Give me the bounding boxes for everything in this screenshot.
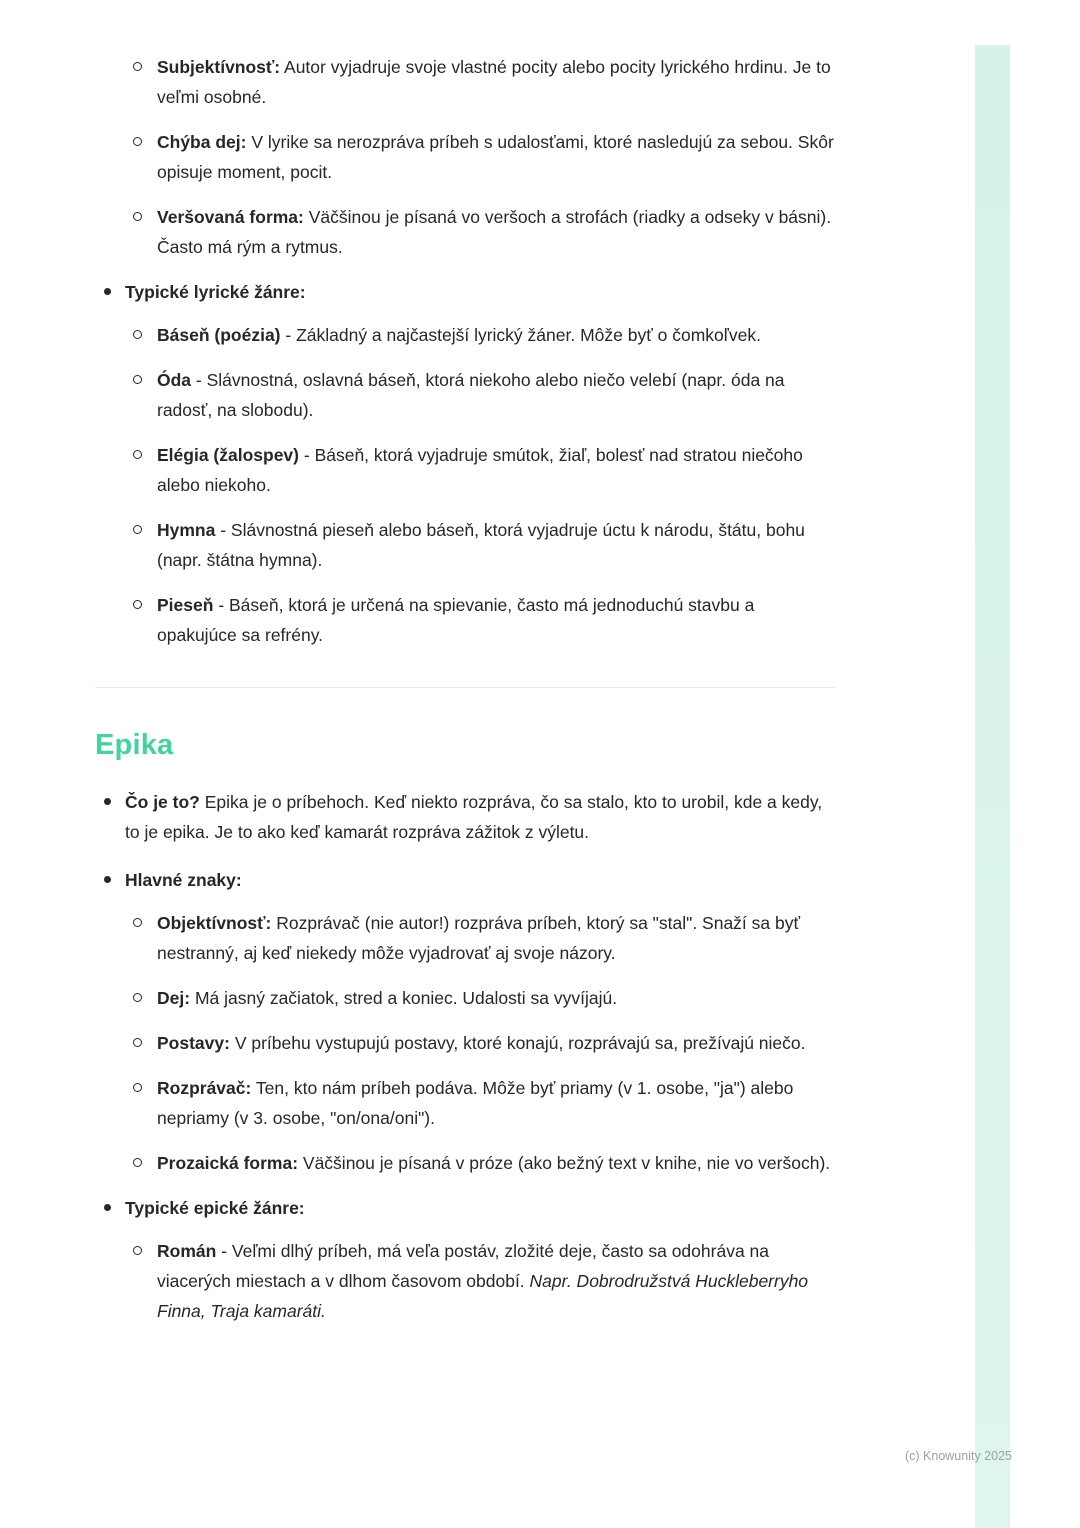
list-item <box>125 983 835 1013</box>
list-group-title: Typické lyrické žánre: <box>125 282 306 302</box>
term-description: Má jasný začiatok, stred a koniec. Udalosti sa vyvíjajú. <box>194 988 618 1008</box>
term-description: - Báseň, ktorá je určená na spievanie, často má jednoduchú stavbu a opakujúce sa refrény. <box>157 595 755 645</box>
term-description: Rozprávač (nie autor!) rozpráva príbeh, ktorý sa "stal". Snaží sa byť nestranný, aj keď niekedy môže vyjadrovať aj svoje názory. <box>157 913 801 963</box>
circle-bullet-icon <box>133 1158 142 1167</box>
lyrika-features-list <box>125 52 835 262</box>
term-description: - Základný a najčastejší lyrický žáner. Môže byť o čomkoľvek. <box>285 325 761 345</box>
disc-bullet-icon <box>104 288 111 295</box>
circle-bullet-icon <box>133 62 142 71</box>
term-label: Chýba dej: <box>157 132 247 152</box>
term-description: Väčšinou je písaná vo veršoch a strofách (riadky a odseky v básni). Často má rým a rytmus. <box>157 207 832 257</box>
term-description: - Slávnostná pieseň alebo báseň, ktorá vyjadruje úctu k národu, štátu, bohu (napr. štátna hymna). <box>157 520 805 570</box>
list-item <box>125 365 835 425</box>
circle-bullet-icon <box>133 1246 142 1255</box>
circle-bullet-icon <box>133 1083 142 1092</box>
term-description: V lyrike sa nerozpráva príbeh s udalosťami, ktoré nasledujú za sebou. Skôr opisuje moment, pocit. <box>157 132 834 182</box>
term-description: - Veľmi dlhý príbeh, má veľa postáv, zložité deje, často sa odohráva na viacerých miestach a v dlhom časovom období. <box>157 1241 770 1291</box>
lyrika-genres-block <box>95 277 835 650</box>
term-label: Veršovaná forma: <box>157 207 304 227</box>
list-item <box>125 202 835 262</box>
term-label: Subjektívnosť: <box>157 57 281 77</box>
term-label: Čo je to? <box>125 792 200 812</box>
term-label: Elégia (žalospev) <box>157 445 299 465</box>
term-description: Autor vyjadruje svoje vlastné pocity alebo pocity lyrického hrdinu. Je to veľmi osobné. <box>157 57 831 107</box>
disc-bullet-icon <box>104 1204 111 1211</box>
list-group-title: Hlavné znaky: <box>125 870 242 890</box>
term-description: Ten, kto nám príbeh podáva. Môže byť priamy (v 1. osobe, "ja") alebo nepriamy (v 3. osobe, "on/ona/oni"). <box>157 1078 794 1128</box>
term-description: Epika je o príbehoch. Keď niekto rozpráva, čo sa stalo, kto to urobil, kde a kedy, to je epika. Je to ako keď kamarát rozpráva zážitok z výletu. <box>125 792 823 842</box>
list-item <box>125 515 835 575</box>
copyright-credit: (c) Knowunity 2025 <box>904 1449 1012 1463</box>
circle-bullet-icon <box>133 330 142 339</box>
circle-bullet-icon <box>133 600 142 609</box>
term-label: Prozaická forma: <box>157 1153 299 1173</box>
list-item <box>125 1236 835 1326</box>
term-label: Rozprávač: <box>157 1078 252 1098</box>
list-item <box>125 1028 835 1058</box>
term-label: Postavy: <box>157 1033 230 1053</box>
circle-bullet-icon <box>133 525 142 534</box>
list-item <box>125 1148 835 1178</box>
term-label: Hymna <box>157 520 216 540</box>
epika-genres-list <box>125 1236 835 1326</box>
list-item <box>125 320 835 350</box>
term-label: Óda <box>157 370 192 390</box>
notes-page-content <box>95 52 835 1341</box>
lyrika-genres-list <box>125 320 835 650</box>
circle-bullet-icon <box>133 137 142 146</box>
term-description: V príbehu vystupujú postavy, ktoré konajú, rozprávajú sa, prežívajú niečo. <box>234 1033 806 1053</box>
circle-bullet-icon <box>133 375 142 384</box>
term-label: Objektívnosť: <box>157 913 272 933</box>
epika-features-list <box>125 908 835 1178</box>
epika-section <box>95 787 835 1326</box>
list-item <box>95 277 835 650</box>
list-item <box>95 1193 835 1326</box>
circle-bullet-icon <box>133 918 142 927</box>
term-label: Báseň (poézia) <box>157 325 281 345</box>
list-item <box>125 590 835 650</box>
circle-bullet-icon <box>133 1038 142 1047</box>
list-item <box>95 865 835 1178</box>
list-item <box>95 787 835 847</box>
example-text: Napr. Dobrodružstvá Huckleberryho Finna, Traja kamaráti. <box>157 1271 809 1321</box>
list-group-title: Typické epické žánre: <box>125 1198 305 1218</box>
term-description: Väčšinou je písaná v próze (ako bežný text v knihe, nie vo veršoch). <box>302 1153 831 1173</box>
circle-bullet-icon <box>133 993 142 1002</box>
term-description: - Slávnostná, oslavná báseň, ktorá niekoho alebo niečo velebí (napr. óda na radosť, na slobodu). <box>157 370 785 420</box>
list-item <box>125 52 835 112</box>
section-divider <box>95 687 835 688</box>
disc-bullet-icon <box>104 798 111 805</box>
decorative-mint-stripe <box>975 45 1010 1528</box>
circle-bullet-icon <box>133 450 142 459</box>
circle-bullet-icon <box>133 212 142 221</box>
list-item <box>125 440 835 500</box>
list-item <box>125 908 835 968</box>
term-label: Román <box>157 1241 217 1261</box>
term-description: - Báseň, ktorá vyjadruje smútok, žiaľ, bolesť nad stratou niečoho alebo niekoho. <box>157 445 803 495</box>
list-item <box>125 127 835 187</box>
term-label: Dej: <box>157 988 191 1008</box>
disc-bullet-icon <box>104 876 111 883</box>
list-item <box>125 1073 835 1133</box>
section-heading-epika: Epika <box>95 729 174 761</box>
term-label: Pieseň <box>157 595 214 615</box>
